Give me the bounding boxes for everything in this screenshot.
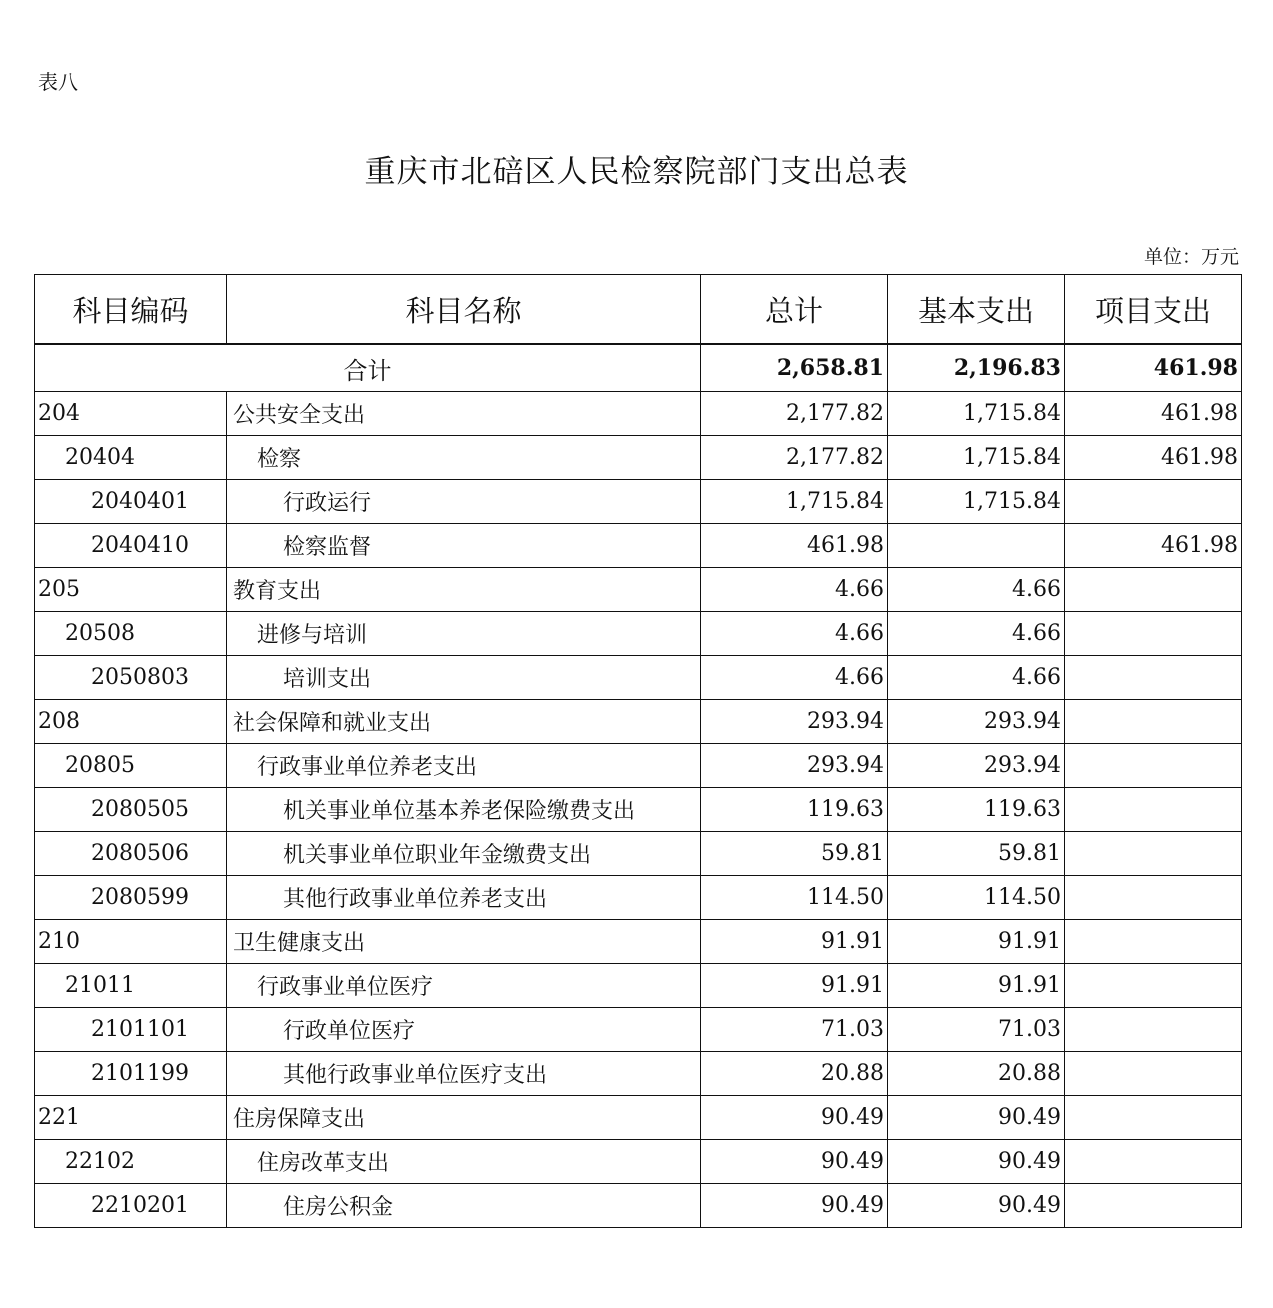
row-name: 培训支出 xyxy=(227,656,701,700)
row-basic: 90.49 xyxy=(888,1140,1065,1184)
row-name: 行政事业单位养老支出 xyxy=(227,744,701,788)
row-project xyxy=(1065,656,1242,700)
row-code: 2080599 xyxy=(35,876,227,920)
row-project xyxy=(1065,700,1242,744)
row-code: 20508 xyxy=(35,612,227,656)
row-code: 2101199 xyxy=(35,1052,227,1096)
row-basic: 1,715.84 xyxy=(888,480,1065,524)
row-code: 20404 xyxy=(35,436,227,480)
total-basic: 2,196.83 xyxy=(888,344,1065,392)
row-total: 4.66 xyxy=(701,612,888,656)
row-name: 行政单位医疗 xyxy=(227,1008,701,1052)
header-code: 科目编码 xyxy=(35,275,227,345)
table-row xyxy=(35,1140,1242,1184)
row-code: 221 xyxy=(35,1096,227,1140)
row-code: 21011 xyxy=(35,964,227,1008)
header-name: 科目名称 xyxy=(227,275,701,345)
row-name: 检察 xyxy=(227,436,701,480)
row-name: 住房公积金 xyxy=(227,1184,701,1228)
row-name: 住房保障支出 xyxy=(227,1096,701,1140)
row-project: 461.98 xyxy=(1065,392,1242,436)
row-project xyxy=(1065,876,1242,920)
row-project xyxy=(1065,1096,1242,1140)
row-name: 其他行政事业单位养老支出 xyxy=(227,876,701,920)
table-row xyxy=(35,1096,1242,1140)
row-project xyxy=(1065,612,1242,656)
row-project xyxy=(1065,480,1242,524)
row-project xyxy=(1065,964,1242,1008)
row-total: 71.03 xyxy=(701,1008,888,1052)
row-name: 社会保障和就业支出 xyxy=(227,700,701,744)
row-basic: 90.49 xyxy=(888,1096,1065,1140)
row-name: 进修与培训 xyxy=(227,612,701,656)
row-basic xyxy=(888,524,1065,568)
row-total: 293.94 xyxy=(701,700,888,744)
row-basic: 4.66 xyxy=(888,568,1065,612)
row-basic: 1,715.84 xyxy=(888,392,1065,436)
row-basic: 90.49 xyxy=(888,1184,1065,1228)
row-name: 公共安全支出 xyxy=(227,392,701,436)
row-total: 2,177.82 xyxy=(701,392,888,436)
header-total: 总计 xyxy=(701,275,888,345)
row-name: 卫生健康支出 xyxy=(227,920,701,964)
row-name: 机关事业单位职业年金缴费支出 xyxy=(227,832,701,876)
row-name: 其他行政事业单位医疗支出 xyxy=(227,1052,701,1096)
row-project xyxy=(1065,1052,1242,1096)
header-project: 项目支出 xyxy=(1065,275,1242,345)
row-basic: 59.81 xyxy=(888,832,1065,876)
total-sum: 2,658.81 xyxy=(701,344,888,392)
row-basic: 91.91 xyxy=(888,920,1065,964)
row-code: 208 xyxy=(35,700,227,744)
row-code: 2210201 xyxy=(35,1184,227,1228)
total-row xyxy=(35,344,1242,392)
row-project xyxy=(1065,788,1242,832)
row-basic: 4.66 xyxy=(888,656,1065,700)
row-basic: 293.94 xyxy=(888,744,1065,788)
row-code: 2080505 xyxy=(35,788,227,832)
row-code: 205 xyxy=(35,568,227,612)
row-basic: 4.66 xyxy=(888,612,1065,656)
row-code: 2040401 xyxy=(35,480,227,524)
row-name: 教育支出 xyxy=(227,568,701,612)
row-total: 91.91 xyxy=(701,964,888,1008)
row-code: 210 xyxy=(35,920,227,964)
total-label: 合计 xyxy=(35,344,701,392)
row-project xyxy=(1065,1008,1242,1052)
row-total: 4.66 xyxy=(701,656,888,700)
row-total: 91.91 xyxy=(701,920,888,964)
table-row xyxy=(35,1008,1242,1052)
unit-label: 单位：万元 xyxy=(1143,246,1239,268)
table-row xyxy=(35,700,1242,744)
row-name: 住房改革支出 xyxy=(227,1140,701,1184)
row-name: 行政事业单位医疗 xyxy=(227,964,701,1008)
table-row xyxy=(35,1052,1242,1096)
row-project xyxy=(1065,1140,1242,1184)
row-project xyxy=(1065,920,1242,964)
table-row xyxy=(35,920,1242,964)
row-project xyxy=(1065,744,1242,788)
row-project xyxy=(1065,568,1242,612)
header-row xyxy=(35,275,1242,345)
row-total: 114.50 xyxy=(701,876,888,920)
table-row xyxy=(35,524,1242,568)
expenditure-table xyxy=(34,274,1242,1228)
row-name: 检察监督 xyxy=(227,524,701,568)
header-basic: 基本支出 xyxy=(888,275,1065,345)
row-code: 20805 xyxy=(35,744,227,788)
row-code: 204 xyxy=(35,392,227,436)
row-basic: 119.63 xyxy=(888,788,1065,832)
row-code: 2101101 xyxy=(35,1008,227,1052)
row-total: 59.81 xyxy=(701,832,888,876)
row-basic: 71.03 xyxy=(888,1008,1065,1052)
row-total: 20.88 xyxy=(701,1052,888,1096)
row-project xyxy=(1065,832,1242,876)
row-total: 90.49 xyxy=(701,1096,888,1140)
table-row xyxy=(35,436,1242,480)
page-title: 重庆市北碚区人民检察院部门支出总表 xyxy=(364,154,909,190)
row-total: 4.66 xyxy=(701,568,888,612)
row-total: 1,715.84 xyxy=(701,480,888,524)
table-row xyxy=(35,656,1242,700)
table-row xyxy=(35,392,1242,436)
row-total: 90.49 xyxy=(701,1140,888,1184)
row-total: 2,177.82 xyxy=(701,436,888,480)
row-name: 机关事业单位基本养老保险缴费支出 xyxy=(227,788,701,832)
row-code: 2080506 xyxy=(35,832,227,876)
row-total: 119.63 xyxy=(701,788,888,832)
table-row xyxy=(35,612,1242,656)
table-row xyxy=(35,832,1242,876)
table-row xyxy=(35,480,1242,524)
table-row xyxy=(35,788,1242,832)
row-total: 293.94 xyxy=(701,744,888,788)
table-row xyxy=(35,964,1242,1008)
table-row xyxy=(35,876,1242,920)
row-project: 461.98 xyxy=(1065,436,1242,480)
row-code: 2050803 xyxy=(35,656,227,700)
table-number-label: 表八 xyxy=(38,70,78,94)
table-row xyxy=(35,1184,1242,1228)
table-row xyxy=(35,744,1242,788)
row-code: 2040410 xyxy=(35,524,227,568)
table-row xyxy=(35,568,1242,612)
row-project: 461.98 xyxy=(1065,524,1242,568)
row-name: 行政运行 xyxy=(227,480,701,524)
total-project: 461.98 xyxy=(1065,344,1242,392)
row-total: 90.49 xyxy=(701,1184,888,1228)
row-basic: 1,715.84 xyxy=(888,436,1065,480)
row-code: 22102 xyxy=(35,1140,227,1184)
row-basic: 20.88 xyxy=(888,1052,1065,1096)
row-project xyxy=(1065,1184,1242,1228)
row-total: 461.98 xyxy=(701,524,888,568)
row-basic: 114.50 xyxy=(888,876,1065,920)
row-basic: 293.94 xyxy=(888,700,1065,744)
row-basic: 91.91 xyxy=(888,964,1065,1008)
